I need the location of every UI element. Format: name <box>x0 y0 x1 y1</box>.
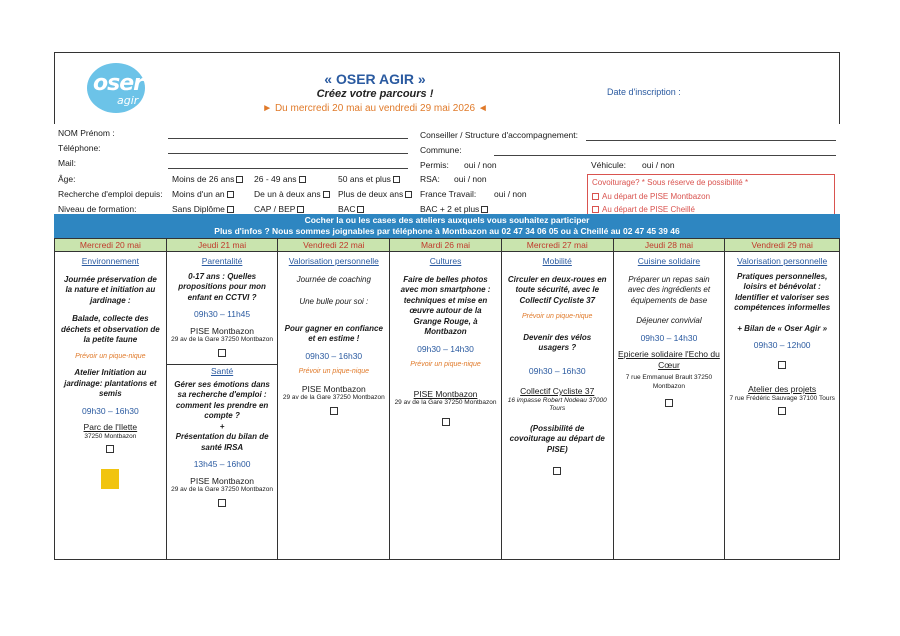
day-column: Vendredi 29 mai Valorisation personnelle Pratiques personnelles, loisirs et bénévolat : Identifier et valoriser ses compétences informelles + Bilan de « Oser Agir » 09h30 – 12h00 Atelier des projets 7 rue Frédéric Sauvage 37100 Tours <box>725 239 839 559</box>
day-header: Jeudi 28 mai <box>614 239 725 252</box>
phone-field[interactable] <box>168 153 408 154</box>
workshop-checkbox[interactable] <box>553 467 561 475</box>
workshop-time: 09h30 – 16h30 <box>305 350 363 361</box>
niveau-option-2[interactable]: CAP / BEP <box>254 204 304 214</box>
covoiturage-label: Covoiturage? * Sous réserve de possibilité * <box>592 178 749 187</box>
covoiturage-note: (Possibilité de covoiturage au départ de PISE) <box>509 423 605 454</box>
workshop-checkbox[interactable] <box>665 399 673 407</box>
ecolabel-badge <box>101 469 119 489</box>
page-subtitle: Créez votre parcours ! <box>316 88 434 100</box>
france-travail-choice[interactable]: oui / non <box>494 189 527 199</box>
workshop-theme: Cuisine solidaire <box>637 256 701 266</box>
banner-line-2: Plus d'infos ? Nous sommes joignables par téléphone à Montbazon au 02 47 34 06 05 ou à Cheillé au 02 47 45 39 46 <box>214 226 680 236</box>
workshop-place: Collectif Cycliste 37 <box>520 386 595 396</box>
picnic-note: Prévoir un pique-nique <box>522 313 593 320</box>
age-option-3[interactable]: 50 ans et plus <box>338 174 400 184</box>
workshop-time: 13h45 – 16h00 <box>193 459 251 469</box>
workshop-place: PISE Montbazon <box>190 475 254 486</box>
workshop-place: Atelier des projets <box>748 384 817 394</box>
recherche-option-2[interactable]: De un à deux ans <box>254 189 330 199</box>
workshop-checkbox[interactable] <box>778 361 786 369</box>
commune-field[interactable] <box>494 155 836 156</box>
workshop-time: 09h30 – 16h30 <box>81 405 139 416</box>
mail-label: Mail: <box>58 158 76 168</box>
conseiller-field[interactable] <box>586 140 836 141</box>
france-travail-label: France Travail: <box>420 189 477 199</box>
picnic-note: Prévoir un pique-nique <box>298 368 370 375</box>
oser-agir-logo: oser agir <box>87 63 147 115</box>
workshop-place: Parc de l'Ilette <box>83 422 138 432</box>
recherche-option-1[interactable]: Moins d'un an <box>172 189 234 199</box>
day-header: Mercredi 20 mai <box>55 239 166 252</box>
covoiturage-option-montbazon[interactable]: Au départ de PISE Montbazon <box>592 192 710 201</box>
workshop-checkbox[interactable] <box>330 407 338 415</box>
niveau-label: Niveau de formation: <box>58 204 137 214</box>
day-column: Jeudi 21 mai Parentalité 0-17 ans : Quelles propositions pour mon enfant en CCTVI ? 09h30 – 11h45 PISE Montbazon 29 av de la Gare 37250 Montbazon Santé Gérer ses émotions dans sa recherche d'emploi : comment les prendre en compte ? + Présentation du bilan de santé IRSA 13h45 – 16h00 PISE Montbazon 29 av de la Gare 37250 Montbazon <box>167 239 279 559</box>
workshop-time: 09h30 – 14h30 <box>640 332 698 343</box>
day-header: Jeudi 21 mai <box>167 239 278 252</box>
workshop-place: PISE Montbazon <box>413 388 478 399</box>
covoiturage-option-cheille[interactable]: Au départ de PISE Cheillé <box>592 205 695 214</box>
workshop-place: Epicerie solidaire l'Echo du Cœur <box>618 349 720 370</box>
day-column: Jeudi 28 mai Cuisine solidaire Préparer un repas sain avec des ingrédients et équipements de base Déjeuner convivial 09h30 – 14h30 Epicerie solidaire l'Echo du Cœur 7 rue Emmanuel Brault 37250 Montbazon <box>614 239 726 559</box>
workshop-theme: Environnement <box>81 256 139 266</box>
commune-label: Commune: <box>420 145 462 155</box>
picnic-note: Prévoir un pique-nique <box>75 352 146 360</box>
workshop-place: PISE Montbazon <box>190 325 254 336</box>
mail-field[interactable] <box>168 168 408 169</box>
phone-label: Téléphone: <box>58 143 101 153</box>
workshop-time: 09h30 – 14h30 <box>417 343 474 354</box>
schedule-grid <box>54 238 840 560</box>
niveau-option-4[interactable]: BAC + 2 et plus <box>420 204 488 214</box>
workshop-checkbox[interactable] <box>442 418 450 426</box>
age-option-1[interactable]: Moins de 26 ans <box>172 174 243 184</box>
name-label: NOM Prénom : <box>58 128 115 138</box>
permis-label: Permis: <box>420 160 449 170</box>
workshop-theme: Mobilité <box>542 256 572 266</box>
day-column: Mercredi 27 mai Mobilité Circuler en deux-roues en toute sécurité, avec le Collectif Cycliste 37 Prévoir un pique-nique Devenir des vélos usagers ? 09h30 – 16h30 Collectif Cycliste 37 16 impasse Robert Nodeau 37000 Tours (Possibilité de covoiturage au départ de PISE) <box>502 239 614 559</box>
workshop-checkbox[interactable] <box>106 445 114 453</box>
picnic-note: Prévoir un pique-nique <box>410 361 481 368</box>
header-frame <box>54 52 840 124</box>
page-title: « OSER AGIR » <box>324 71 426 87</box>
date-range: ► Du mercredi 20 mai au vendredi 29 mai 2026 ◄ <box>262 103 488 114</box>
recherche-option-3[interactable]: Plus de deux ans <box>338 189 412 199</box>
vehicule-label: Véhicule: <box>591 160 626 170</box>
vehicule-choice[interactable]: oui / non <box>642 160 675 170</box>
day-column: Mardi 26 mai Cultures Faire de belles photos avec mon smartphone : techniques et mise en œuvre autour de la Grange Rouge, à Montbazon 09h30 – 14h30 Prévoir un pique-nique PISE Montbazon 29 av de la Gare 37250 Montbazon <box>390 239 502 559</box>
workshop-time: 09h30 – 11h45 <box>194 309 251 319</box>
banner-line-1: Cocher la ou les cases des ateliers auxquels vous souhaitez participer <box>304 215 590 225</box>
rsa-label: RSA: <box>420 174 440 184</box>
workshop-theme: Valorisation personnelle <box>288 256 379 266</box>
age-label: Âge: <box>58 174 76 184</box>
inscription-date-label: Date d'inscription : <box>607 87 681 97</box>
permis-choice[interactable]: oui / non <box>464 160 497 170</box>
instructions-banner <box>54 214 840 238</box>
day-column: Vendredi 22 mai Valorisation personnelle Journée de coaching Une bulle pour soi : Pour gagner en confiance et en estime ! 09h30 – 16h30 Prévoir un pique-nique PISE Montbazon 29 av de la Gare 37250 Montbazon <box>278 239 390 559</box>
covoiturage-box <box>587 174 835 216</box>
day-header: Vendredi 29 mai <box>725 239 839 252</box>
workshop-time: 09h30 – 16h30 <box>528 365 586 376</box>
day-header: Mercredi 27 mai <box>502 239 613 252</box>
workshop-place: PISE Montbazon <box>301 383 366 394</box>
niveau-option-3[interactable]: BAC <box>338 204 364 214</box>
age-option-2[interactable]: 26 - 49 ans <box>254 174 306 184</box>
name-field[interactable] <box>168 138 408 139</box>
document-page <box>54 52 840 560</box>
workshop-theme: Parentalité <box>201 256 243 266</box>
workshop-theme: Cultures <box>429 256 462 266</box>
niveau-option-1[interactable]: Sans Diplôme <box>172 204 234 214</box>
conseiller-label: Conseiller / Structure d'accompagnement: <box>420 130 579 140</box>
day-column: Mercredi 20 mai Environnement Journée préservation de la nature et initiation au jardinage : Balade, collecte des déchets et observation de la petite faune Prévoir un pique-nique Atelier Initiation au jardinage: plantations et semis 09h30 – 16h30 Parc de l'Ilette 37250 Montbazon <box>55 239 167 559</box>
workshop-checkbox[interactable] <box>218 499 226 507</box>
workshop-checkbox[interactable] <box>218 349 226 357</box>
workshop-checkbox[interactable] <box>778 407 786 415</box>
recherche-label: Recherche d'emploi depuis: <box>58 189 163 199</box>
day-header: Mardi 26 mai <box>390 239 501 252</box>
rsa-choice[interactable]: oui / non <box>454 174 487 184</box>
workshop-theme: Valorisation personnelle <box>737 256 828 266</box>
day-header: Vendredi 22 mai <box>278 239 389 252</box>
workshop-theme: Santé <box>210 366 234 376</box>
workshop-time: 09h30 – 12h00 <box>753 340 811 350</box>
